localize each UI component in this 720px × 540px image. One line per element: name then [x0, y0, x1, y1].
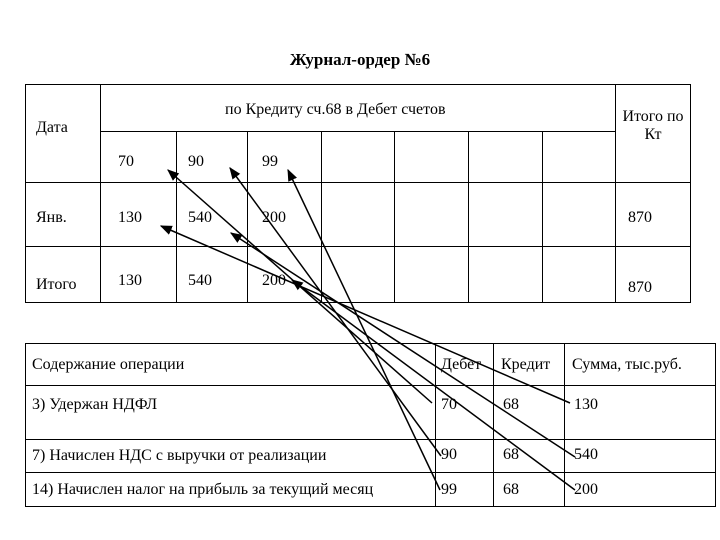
debit-account-99: 99	[262, 153, 278, 170]
op-amount: 200	[574, 481, 598, 498]
description-header: Содержание операции	[32, 356, 185, 373]
jan-value-99: 200	[262, 209, 286, 226]
arrow-540-amount	[231, 233, 575, 457]
arrow-130-amount	[161, 226, 570, 403]
op-debit: 99	[441, 481, 457, 498]
total-value-99: 200	[262, 272, 286, 289]
op-description: 7) Начислен НДС с выручки от реализации	[32, 447, 327, 464]
op-description: 14) Начислен налог на прибыль за текущий месяц	[32, 481, 374, 498]
jan-value-90: 540	[188, 209, 212, 226]
credit-header: по Кредиту сч.68 в Дебет счетов	[225, 101, 446, 118]
debit-header: Дебет	[441, 356, 482, 373]
op-amount: 130	[574, 396, 598, 413]
total-header: Итого по Кт	[622, 108, 684, 143]
total-value-90: 540	[188, 272, 212, 289]
jan-total: 870	[628, 209, 652, 226]
debit-account-90: 90	[188, 153, 204, 170]
grand-total: 870	[628, 279, 652, 296]
op-debit: 70	[441, 396, 457, 413]
amount-header: Сумма, тыс.руб.	[572, 356, 682, 373]
op-amount: 540	[574, 446, 598, 463]
row-label-jan: Янв.	[36, 209, 67, 226]
total-value-70: 130	[118, 272, 142, 289]
jan-value-70: 130	[118, 209, 142, 226]
op-debit: 90	[441, 446, 457, 463]
op-description: 3) Удержан НДФЛ	[32, 396, 158, 413]
journal-title: Журнал-ордер №6	[289, 50, 431, 69]
op-credit: 68	[503, 446, 519, 463]
arrow-99-debit	[288, 170, 440, 490]
posting-arrows	[161, 168, 575, 490]
row-label-total: Итого	[36, 276, 77, 293]
credit-header-ops: Кредит	[501, 356, 551, 373]
op-credit: 68	[503, 396, 519, 413]
debit-account-70: 70	[118, 153, 134, 170]
op-credit: 68	[503, 481, 519, 498]
date-header: Дата	[36, 119, 68, 136]
